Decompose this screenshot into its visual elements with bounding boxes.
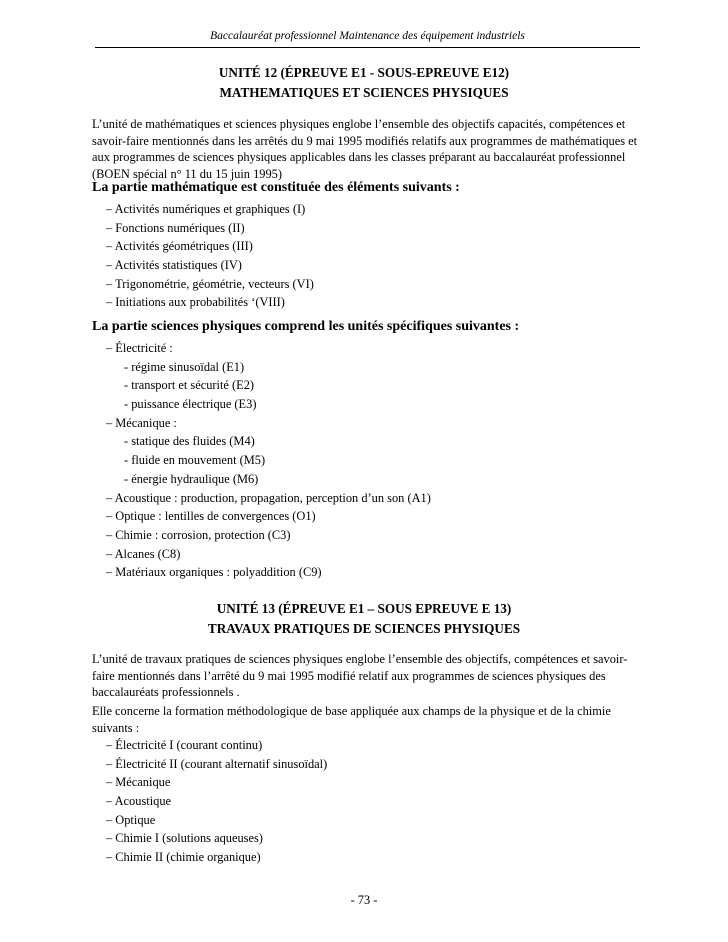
list-subitem: - fluide en mouvement (M5) bbox=[124, 453, 266, 468]
list-item: – Optique : lentilles de convergences (O1) bbox=[106, 509, 316, 524]
unit12-intro: L’unité de mathématiques et sciences physiques englobe l’ensemble des objectifs capacités, compétences et savoir-faire mentionnés dans les arrêtés du 9 mai 1995 modifiés relatifs aux programmes de mathématiques et aux programmes de sciences physiques applicables dans les classes préparant au baccalauréat professionnel (BOEN spécial n° 11 du 15 juin 1995) bbox=[92, 117, 638, 181]
list-item: – Mécanique : bbox=[106, 415, 177, 430]
list-item: – Matériaux organiques : polyaddition (C9) bbox=[106, 565, 322, 580]
list-item: – Optique bbox=[106, 812, 156, 827]
list-item: – Activités numériques et graphiques (I) bbox=[106, 202, 306, 216]
math-heading: La partie mathématique est constituée des éléments suivants : bbox=[92, 180, 460, 195]
unit12-title-line2: MATHEMATIQUES ET SCIENCES PHYSIQUES bbox=[219, 85, 509, 100]
unit12-title-line1: UNITÉ 12 (ÉPREUVE E1 - SOUS-EPREUVE E12) bbox=[218, 65, 510, 80]
list-subitem: - statique des fluides (M4) bbox=[124, 434, 255, 449]
list-item: – Mécanique bbox=[106, 775, 171, 790]
page-number: - 73 - bbox=[350, 893, 378, 907]
unit13-intro: L’unité de travaux pratiques de sciences physiques englobe l’ensemble des objectifs, compétences et savoir-faire mentionnés dans l’arrêté du 9 mai 1995 modifié relatif aux programmes de sciences physiques des baccalauréats professionnels . bbox=[92, 652, 628, 700]
unit13-list bbox=[106, 736, 646, 867]
list-item: – Activités statistiques (IV) bbox=[106, 258, 242, 273]
list-item: – Acoustique bbox=[106, 794, 172, 809]
list-item: – Chimie I (solutions aqueuses) bbox=[106, 831, 263, 846]
unit13-title-line2: TRAVAUX PRATIQUES DE SCIENCES PHYSIQUES bbox=[207, 621, 521, 636]
list-item: – Électricité II (courant alternatif sinusoïdal) bbox=[106, 756, 328, 771]
list-item: – Acoustique : production, propagation, perception d’un son (A1) bbox=[106, 490, 431, 505]
list-item: – Fonctions numériques (II) bbox=[106, 220, 245, 235]
list-item: – Alcanes (C8) bbox=[106, 546, 181, 561]
list-item: – Chimie : corrosion, protection (C3) bbox=[106, 527, 291, 542]
header-rule bbox=[95, 47, 640, 48]
list-subitem: - transport et sécurité (E2) bbox=[124, 378, 255, 393]
list-item: – Chimie II (chimie organique) bbox=[106, 850, 261, 865]
unit13-title-line1: UNITÉ 13 (ÉPREUVE E1 – SOUS EPREUVE E 13) bbox=[216, 601, 512, 616]
unit13-formation: Elle concerne la formation méthodologique de base appliquée aux champs de la physique et de la chimie suivants : bbox=[92, 704, 611, 735]
list-item: – Électricité I (courant continu) bbox=[106, 738, 263, 752]
list-subitem: - régime sinusoïdal (E1) bbox=[124, 359, 245, 374]
list-item: – Activités géométriques (III) bbox=[106, 239, 253, 254]
physics-list bbox=[106, 339, 646, 582]
running-header: Baccalauréat professionnel Maintenance des équipement industriels bbox=[210, 30, 525, 42]
list-subitem: - énergie hydraulique (M6) bbox=[124, 471, 259, 486]
physics-heading: La partie sciences physiques comprend les unités spécifiques suivantes : bbox=[92, 319, 520, 334]
list-item: – Trigonométrie, géométrie, vecteurs (VI) bbox=[106, 276, 314, 291]
list-subitem: - puissance électrique (E3) bbox=[124, 397, 257, 412]
list-item: – Initiations aux probabilités ‘(VIII) bbox=[106, 295, 285, 310]
math-list bbox=[106, 200, 646, 312]
list-item: – Électricité : bbox=[106, 341, 173, 355]
